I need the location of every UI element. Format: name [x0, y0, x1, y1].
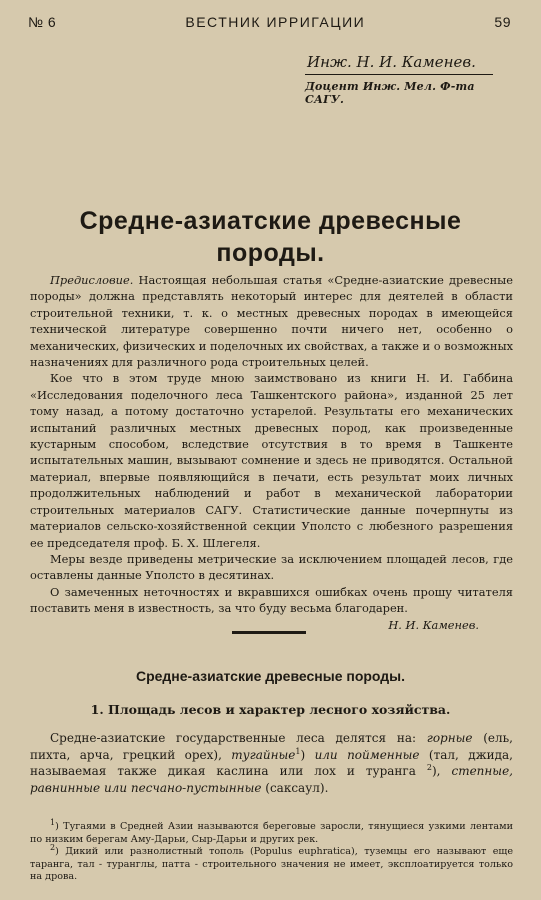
body-text-segment: Средне-азиатские государственные леса делятся на: — [50, 731, 427, 745]
author-block — [305, 52, 515, 106]
article-title — [40, 205, 501, 269]
footnote-marker: 1 — [50, 817, 56, 827]
article-title-line-1: Средне-азиатские древесные — [79, 207, 462, 235]
body-text-segment: ) — [300, 747, 315, 762]
preface-paragraph-1 — [30, 272, 513, 370]
section-divider — [232, 631, 306, 634]
author-name: Инж. Н. И. Каменев. — [305, 53, 493, 75]
footnote-1 — [30, 817, 513, 846]
body-emphasis: степные, равнинные или песчано-пустынные — [30, 764, 513, 795]
page-number: 59 — [494, 14, 511, 30]
subsection-title: 1. Площадь лесов и характер лесного хозяйства. — [90, 702, 451, 717]
body-emphasis: тугайные — [231, 747, 296, 762]
body-text-segment: (тал, джида, называемая также дикая каслина или лох и туранга — [30, 747, 513, 778]
preface-label: Предисловие. — [50, 273, 134, 287]
body-text-segment: ), — [431, 764, 452, 778]
preface-paragraph-3: Меры везде приведены метрические за исключением площадей лесов, где оставлены данные Уполсто в десятинах. — [30, 551, 513, 583]
footnote-text: ) Дикий или разнолистный тополь (Populus euphratica), туземцы его называют еще таранга, тал - туранглы, патта - строительного значения не имеет, эксплоатируется только на дрова. — [30, 846, 513, 882]
section-title: Средне-азиатские древесные породы. — [135, 668, 406, 684]
body-emphasis: горные — [426, 731, 473, 745]
running-header — [28, 14, 511, 30]
body-text-segment: (саксаул). — [261, 780, 329, 795]
footnote-marker: 2 — [50, 842, 56, 852]
preface-signature: Н. И. Каменев. — [388, 617, 479, 632]
author-affiliation: Доцент Инж. Мел. Ф-та САГУ. — [305, 80, 475, 106]
body-emphasis: или пойменные — [314, 747, 420, 762]
preface-paragraph-4: О замеченных неточностях и вкравшихся ошибках очень прошу читателя поставить меня в известность, за что буду весьма благодарен. — [30, 584, 513, 616]
body-paragraph — [30, 730, 513, 796]
preface-paragraph-1-text: Настоящая небольшая статья «Средне-азиатские древесные породы» должна представлять некоторый интерес для деятелей в области строительной техники, т. к. о местных древесных породах в имеющейся технической литературе совершенно почти ничего нет, особенно о механических, физических и поделочных их свойствах, а также и о возможных назначениях для различного рода строительных целей. — [30, 273, 513, 370]
footnotes — [30, 817, 513, 884]
article-title-line-2: породы. — [216, 239, 325, 267]
journal-title: ВЕСТНИК ИРРИГАЦИИ — [185, 14, 366, 30]
preface — [30, 272, 513, 633]
footnote-2 — [30, 842, 513, 884]
body-text-segment: (ель, пихта, арча, грецкий орех), — [30, 731, 513, 762]
footnote-ref: 2 — [426, 763, 432, 772]
preface-paragraph-2: Кое что в этом труде мною заимствовано из книги Н. И. Габбина «Исследования поделочного леса Ташкентского района», изданной 25 лет тому назад, а потому достаточно устарелой. Результаты его механических испытаний различных местных древесных пород, как произведенные кустарным способом, вследствие отсутствия в то время в Ташкенте испытательных машин, вызывают сомнение и здесь не приводятся. Остальной материал, впервые появляющийся в печати, есть результат моих личных продолжительных наблюдений и работ в механической лаборатории строительных материалов САГУ. Статистические данные почерпнуты из материалов сельско-хозяйственной секции Уполсто с любезного разрешения ее председателя проф. Б. Х. Шлегеля. — [30, 371, 513, 550]
footnote-text: ) Тугаями в Средней Азии называются береговые заросли, тянущиеся узкими лентами по низким берегам Аму-Дарьи, Сыр-Дарьи и других рек. — [30, 821, 513, 845]
footnote-ref: 1 — [295, 746, 301, 756]
issue-number: № 6 — [28, 14, 57, 30]
